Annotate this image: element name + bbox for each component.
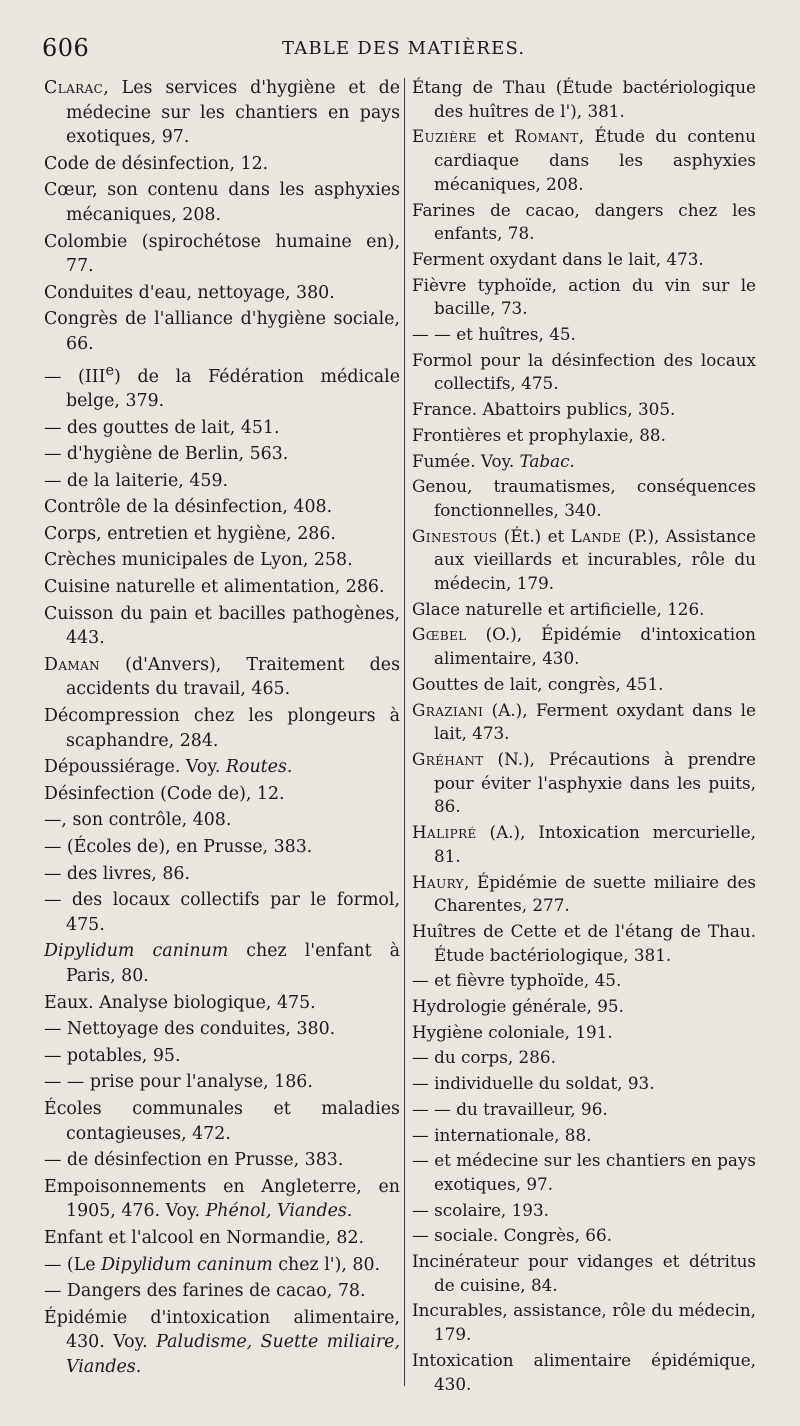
index-entry <box>44 755 400 780</box>
index-entry <box>44 1017 400 1042</box>
entry-text: Désinfection (Code de), 12. <box>44 783 285 804</box>
index-entry <box>44 575 400 600</box>
index-entry <box>44 416 400 441</box>
entry-text: chez l'enfant à Paris, 80. <box>66 941 400 986</box>
index-entry <box>44 808 400 833</box>
index-entry <box>44 1044 400 1069</box>
index-entry <box>412 920 756 967</box>
entry-text: (A.), Intoxication mercurielle, 81. <box>434 822 756 866</box>
italic-term: Tabac. <box>519 450 575 471</box>
index-column-left <box>44 76 400 1381</box>
entry-text: Frontières et prophylaxie, 88. <box>412 424 666 445</box>
index-entry <box>412 1199 756 1223</box>
index-entry <box>412 1349 756 1396</box>
index-entry <box>412 1250 756 1297</box>
entry-text: — des livres, 86. <box>44 863 190 884</box>
index-entry <box>412 1224 756 1248</box>
entry-text: Cuisson du pain et bacilles pathogènes, 443. <box>44 603 400 649</box>
italic-term: Routes. <box>225 757 293 778</box>
entry-text: — des locaux collectifs par le formol, 475. <box>44 890 400 935</box>
index-entry <box>44 76 400 150</box>
index-entry <box>412 274 756 321</box>
entry-text: Dépoussiérage. Voy. <box>44 757 226 778</box>
entry-text: Hydrologie générale, 95. <box>412 996 624 1017</box>
index-entry <box>44 653 400 702</box>
index-entry <box>44 888 400 937</box>
index-entry <box>412 1124 756 1148</box>
entry-text: — potables, 95. <box>44 1045 181 1066</box>
entry-text: Ferment oxydant dans le lait, 473. <box>412 248 704 269</box>
entry-text: —, son contrôle, 408. <box>44 810 232 831</box>
entry-text: Étang de Thau (Étude bactériologique des huîtres de l'), 381. <box>412 77 756 121</box>
index-entry <box>412 199 756 246</box>
index-entry <box>412 1149 756 1196</box>
author-name: Lande <box>570 525 622 546</box>
entry-text: Crèches municipales de Lyon, 258. <box>44 550 353 571</box>
column-divider <box>404 78 405 1386</box>
index-entry <box>412 525 756 596</box>
entry-text: ) de la Fédération médicale belge, 379. <box>66 366 400 411</box>
index-entry <box>44 704 400 753</box>
index-entry <box>412 699 756 746</box>
index-entry <box>412 1072 756 1096</box>
index-entry <box>412 969 756 993</box>
running-title: TABLE DES MATIÈRES. <box>282 38 526 59</box>
entry-text: Enfant et l'alcool en Normandie, 82. <box>44 1227 365 1248</box>
entry-text: Incurables, assistance, rôle du médecin, 179. <box>412 1300 756 1345</box>
entry-text: — (Le <box>44 1254 102 1275</box>
entry-text: Empoisonnements en Angleterre, en 1905, 476. Voy. <box>44 1176 400 1222</box>
entry-text: — — du travailleur, 96. <box>412 1098 608 1119</box>
entry-text: Code de désinfection, 12. <box>44 153 269 174</box>
index-entry <box>44 522 400 547</box>
index-entry <box>44 862 400 887</box>
page-number: 606 <box>42 34 90 62</box>
italic-term: Dipylidum caninum <box>44 941 229 962</box>
index-entry <box>412 821 756 868</box>
index-entry <box>44 1253 400 1278</box>
entry-text: Corps, entretien et hygiène, 286. <box>44 523 336 544</box>
entry-text: Intoxication alimentaire épidémique, 430. <box>412 1349 756 1394</box>
index-entry <box>44 548 400 573</box>
entry-text: Incinérateur pour vidanges et détritus de cuisine, 84. <box>412 1251 756 1295</box>
author-name: Gréhant <box>412 748 484 769</box>
entry-text: Congrès de l'alliance d'hygiène sociale, 66. <box>44 309 400 354</box>
entry-text: (Ét.) et <box>497 525 571 546</box>
index-entry <box>44 1070 400 1095</box>
entry-text: Glace naturelle et artificielle, 126. <box>412 598 705 619</box>
entry-text: Épidémie d'intoxication alimentaire, 430. Voy. <box>44 1307 400 1353</box>
index-entry <box>412 1046 756 1070</box>
entry-text: Contrôle de la désinfection, 408. <box>44 497 333 518</box>
entry-text: , Les services d'hygiène et de médecine sur les chantiers en pays exotiques, 97. <box>66 78 400 148</box>
index-entry <box>412 748 756 819</box>
entry-text: — de la laiterie, 459. <box>44 470 229 491</box>
index-entry <box>44 782 400 807</box>
index-entry <box>44 1226 400 1251</box>
index-entry <box>44 1148 400 1173</box>
entry-text: (O.), Épidémie d'intoxication alimentaire, 430. <box>434 624 756 669</box>
index-entry <box>412 248 756 272</box>
entry-text: — des gouttes de lait, 451. <box>44 417 280 438</box>
entry-text: et <box>476 126 515 147</box>
index-entry <box>44 152 400 177</box>
index-entry <box>412 1299 756 1346</box>
entry-text: Hygiène coloniale, 191. <box>412 1021 613 1042</box>
entry-text: Écoles communales et maladies contagieuses, 472. <box>44 1098 400 1144</box>
entry-text: Eaux. Analyse biologique, 475. <box>44 992 316 1013</box>
index-entry <box>44 178 400 227</box>
entry-text: — scolaire, 193. <box>412 1199 549 1220</box>
author-name: Clarac <box>44 78 104 98</box>
entry-text: Cuisine naturelle et alimentation, 286. <box>44 577 385 598</box>
page-header <box>0 34 800 64</box>
entry-text: — (III <box>44 366 106 387</box>
entry-text: Genou, traumatismes, conséquences fonctionnelles, 340. <box>412 476 756 520</box>
author-name: Ginestous <box>412 525 498 546</box>
author-name: Gœbel <box>412 624 467 645</box>
author-name: Romant <box>514 126 579 147</box>
index-entry <box>44 1175 400 1224</box>
entry-text: Cœur, son contenu dans les asphyxies mécaniques, 208. <box>44 180 400 225</box>
entry-text: Conduites d'eau, nettoyage, 380. <box>44 282 335 303</box>
index-entry <box>44 1279 400 1304</box>
entry-text: France. Abattoirs publics, 305. <box>412 399 676 420</box>
entry-text: — et médecine sur les chantiers en pays exotiques, 97. <box>412 1150 756 1194</box>
entry-text: — sociale. Congrès, 66. <box>412 1225 612 1246</box>
entry-text: — — prise pour l'analyse, 186. <box>44 1072 313 1093</box>
entry-text: , Épidémie de suette miliaire des Charentes, 277. <box>434 871 756 916</box>
index-entry <box>412 1021 756 1045</box>
index-entry <box>44 1097 400 1146</box>
entry-text: — de désinfection en Prusse, 383. <box>44 1150 344 1171</box>
italic-term: Paludisme, Suette miliaire, Viandes. <box>66 1332 400 1377</box>
entry-text: Décompression chez les plongeurs à scaphandre, 284. <box>44 706 400 751</box>
index-entry <box>412 424 756 448</box>
italic-term: Dipylidum caninum <box>101 1254 273 1275</box>
index-entry <box>44 835 400 860</box>
index-entry <box>44 230 400 279</box>
index-entry <box>44 359 400 414</box>
entry-text: (P.), Assistance aux vieillards et incurables, rôle du médecin, 179. <box>434 525 756 594</box>
entry-text: Huîtres de Cette et de l'étang de Thau. Étude bactériologique, 381. <box>412 920 756 965</box>
index-entry <box>412 673 756 697</box>
entry-text: — du corps, 286. <box>412 1047 556 1068</box>
index-entry <box>412 995 756 1019</box>
author-name: Halipré <box>412 822 477 843</box>
index-entry <box>412 1098 756 1122</box>
entry-text: Colombie (spirochétose humaine en), 77. <box>44 231 400 277</box>
index-entry <box>412 398 756 422</box>
author-name: Graziani <box>412 699 484 720</box>
index-entry <box>44 1306 400 1380</box>
entry-text: — — et huîtres, 45. <box>412 324 576 345</box>
index-entry <box>44 469 400 494</box>
entry-text: — Nettoyage des conduites, 380. <box>44 1019 336 1040</box>
entry-text: — et fièvre typhoïde, 45. <box>412 970 622 991</box>
index-entry <box>44 495 400 520</box>
entry-text: — individuelle du soldat, 93. <box>412 1073 655 1094</box>
author-name: Daman <box>44 654 101 675</box>
index-entry <box>412 76 756 123</box>
index-entry <box>44 991 400 1016</box>
entry-text: chez l'), 80. <box>272 1254 381 1275</box>
index-entry <box>44 939 400 988</box>
entry-text: Formol pour la désinfection des locaux collectifs, 475. <box>412 349 756 394</box>
entry-text: Gouttes de lait, congrès, 451. <box>412 673 664 694</box>
entry-text: Fièvre typhoïde, action du vin sur le bacille, 73. <box>412 274 756 319</box>
index-entry <box>412 323 756 347</box>
index-entry <box>44 281 400 306</box>
entry-text: (A.), Ferment oxydant dans le lait, 473. <box>434 699 756 744</box>
index-entry <box>412 125 756 196</box>
entry-text: (d'Anvers), Traitement des accidents du travail, 465. <box>66 654 400 700</box>
entry-text: — Dangers des farines de cacao, 78. <box>44 1281 366 1302</box>
entry-text: Farines de cacao, dangers chez les enfants, 78. <box>412 199 756 244</box>
index-entry <box>412 871 756 918</box>
entry-text: (N.), Précautions à prendre pour éviter l'asphyxie dans les puits, 86. <box>434 748 756 817</box>
index-entry <box>412 349 756 396</box>
index-entry <box>44 307 400 356</box>
index-entry <box>412 623 756 670</box>
index-entry <box>44 602 400 651</box>
author-name: Euzière <box>412 126 477 147</box>
index-column-right <box>412 76 756 1398</box>
index-entry <box>412 598 756 622</box>
entry-text: — internationale, 88. <box>412 1124 592 1145</box>
author-name: Haury <box>412 871 465 892</box>
entry-text: — (Écoles de), en Prusse, 383. <box>44 837 313 858</box>
entry-text: e <box>105 362 115 379</box>
entry-text: , Étude du contenu cardiaque dans les asphyxies mécaniques, 208. <box>434 126 756 194</box>
index-entry <box>412 475 756 522</box>
entry-text: Fumée. Voy. <box>412 450 520 471</box>
index-entry <box>44 442 400 467</box>
italic-term: Phénol, Viandes. <box>205 1201 353 1222</box>
index-entry <box>412 450 756 474</box>
entry-text: — d'hygiène de Berlin, 563. <box>44 444 289 465</box>
